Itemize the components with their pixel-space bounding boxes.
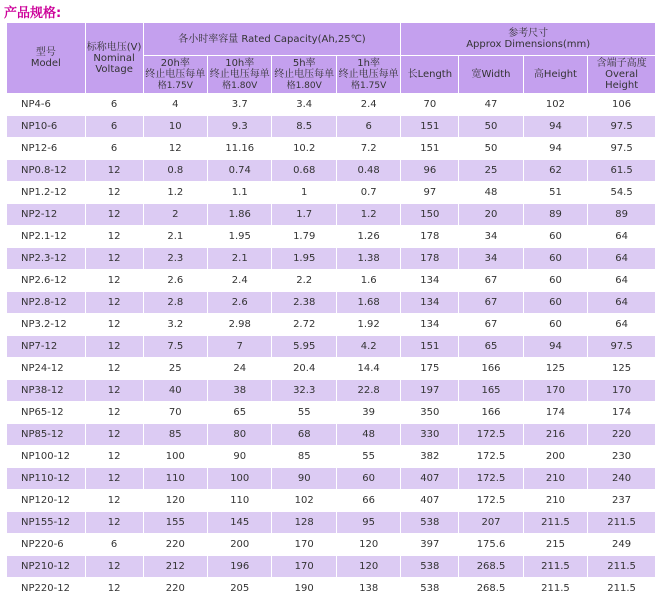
cell-cap-10h: 38 — [208, 380, 271, 401]
cell-width: 172.5 — [459, 446, 522, 467]
header-rate-1h: 1h率 终止电压每单 格1.75V — [337, 56, 400, 93]
cell-width: 65 — [459, 336, 522, 357]
cell-model: NP120-12 — [7, 490, 85, 511]
cell-model: NP4-6 — [7, 94, 85, 115]
cell-overall-height: 230 — [588, 446, 655, 467]
table-row — [7, 358, 655, 379]
cell-length: 97 — [401, 182, 458, 203]
cell-cap-1h: 1.92 — [337, 314, 400, 335]
cell-width: 166 — [459, 402, 522, 423]
cell-overall-height: 249 — [588, 534, 655, 555]
cell-width: 50 — [459, 138, 522, 159]
cell-model: NP100-12 — [7, 446, 85, 467]
cell-cap-10h: 205 — [208, 578, 271, 599]
cell-cap-1h: 39 — [337, 402, 400, 423]
cell-overall-height: 54.5 — [588, 182, 655, 203]
cell-overall-height: 106 — [588, 94, 655, 115]
cell-overall-height: 211.5 — [588, 578, 655, 599]
cell-model: NP2.6-12 — [7, 270, 85, 291]
table-row — [7, 226, 655, 247]
cell-model: NP1.2-12 — [7, 182, 85, 203]
cell-height: 125 — [524, 358, 587, 379]
cell-voltage: 6 — [86, 138, 143, 159]
cell-cap-10h: 110 — [208, 490, 271, 511]
table-row — [7, 248, 655, 269]
cell-length: 151 — [401, 336, 458, 357]
cell-height: 216 — [524, 424, 587, 445]
cell-length: 134 — [401, 314, 458, 335]
cell-height: 94 — [524, 138, 587, 159]
cell-length: 151 — [401, 138, 458, 159]
cell-overall-height: 64 — [588, 226, 655, 247]
cell-cap-20h: 2.6 — [144, 270, 207, 291]
cell-cap-5h: 85 — [272, 446, 335, 467]
cell-voltage: 12 — [86, 292, 143, 313]
table-row — [7, 534, 655, 555]
cell-cap-10h: 1.86 — [208, 204, 271, 225]
header-dimensions-group: 参考尺寸 Approx Dimensions(mm) — [401, 23, 655, 55]
cell-cap-1h: 1.2 — [337, 204, 400, 225]
cell-cap-1h: 66 — [337, 490, 400, 511]
cell-voltage: 12 — [86, 248, 143, 269]
cell-length: 197 — [401, 380, 458, 401]
header-capacity-group: 各小时率容量 Rated Capacity(Ah,25℃) — [144, 23, 401, 55]
table-row — [7, 336, 655, 357]
cell-voltage: 12 — [86, 226, 143, 247]
cell-cap-20h: 2.1 — [144, 226, 207, 247]
cell-voltage: 12 — [86, 578, 143, 599]
cell-voltage: 12 — [86, 424, 143, 445]
cell-width: 67 — [459, 314, 522, 335]
cell-cap-20h: 7.5 — [144, 336, 207, 357]
cell-width: 172.5 — [459, 490, 522, 511]
table-row — [7, 446, 655, 467]
cell-cap-1h: 120 — [337, 556, 400, 577]
cell-cap-10h: 3.7 — [208, 94, 271, 115]
cell-model: NP2.1-12 — [7, 226, 85, 247]
cell-height: 211.5 — [524, 512, 587, 533]
cell-width: 34 — [459, 226, 522, 247]
cell-cap-5h: 170 — [272, 556, 335, 577]
cell-voltage: 12 — [86, 336, 143, 357]
cell-overall-height: 61.5 — [588, 160, 655, 181]
cell-overall-height: 211.5 — [588, 556, 655, 577]
cell-cap-20h: 85 — [144, 424, 207, 445]
cell-voltage: 6 — [86, 94, 143, 115]
table-row — [7, 556, 655, 577]
cell-cap-5h: 3.4 — [272, 94, 335, 115]
cell-width: 268.5 — [459, 578, 522, 599]
cell-cap-5h: 2.72 — [272, 314, 335, 335]
cell-width: 175.6 — [459, 534, 522, 555]
cell-length: 397 — [401, 534, 458, 555]
cell-width: 172.5 — [459, 424, 522, 445]
cell-voltage: 6 — [86, 534, 143, 555]
cell-voltage: 12 — [86, 380, 143, 401]
table-row — [7, 468, 655, 489]
cell-overall-height: 97.5 — [588, 116, 655, 137]
cell-model: NP220-6 — [7, 534, 85, 555]
cell-overall-height: 64 — [588, 292, 655, 313]
cell-cap-1h: 55 — [337, 446, 400, 467]
cell-cap-5h: 2.2 — [272, 270, 335, 291]
cell-height: 215 — [524, 534, 587, 555]
cell-height: 211.5 — [524, 556, 587, 577]
table-row — [7, 512, 655, 533]
cell-cap-20h: 70 — [144, 402, 207, 423]
cell-voltage: 12 — [86, 314, 143, 335]
cell-cap-5h: 32.3 — [272, 380, 335, 401]
cell-cap-10h: 1.95 — [208, 226, 271, 247]
cell-height: 60 — [524, 248, 587, 269]
spec-table — [6, 22, 656, 600]
cell-cap-1h: 138 — [337, 578, 400, 599]
cell-model: NP0.8-12 — [7, 160, 85, 181]
cell-cap-5h: 90 — [272, 468, 335, 489]
cell-model: NP155-12 — [7, 512, 85, 533]
cell-model: NP2.8-12 — [7, 292, 85, 313]
cell-cap-20h: 212 — [144, 556, 207, 577]
cell-cap-10h: 196 — [208, 556, 271, 577]
cell-height: 51 — [524, 182, 587, 203]
cell-width: 166 — [459, 358, 522, 379]
cell-length: 178 — [401, 248, 458, 269]
cell-overall-height: 64 — [588, 314, 655, 335]
cell-voltage: 12 — [86, 512, 143, 533]
cell-cap-10h: 24 — [208, 358, 271, 379]
cell-cap-20h: 0.8 — [144, 160, 207, 181]
cell-model: NP38-12 — [7, 380, 85, 401]
cell-overall-height: 97.5 — [588, 336, 655, 357]
cell-cap-10h: 7 — [208, 336, 271, 357]
cell-height: 60 — [524, 226, 587, 247]
header-voltage: 标称电压(V) Nominal Voltage — [86, 23, 143, 93]
header-model: 型号 Model — [7, 23, 85, 93]
cell-cap-5h: 8.5 — [272, 116, 335, 137]
table-row — [7, 402, 655, 423]
cell-width: 48 — [459, 182, 522, 203]
cell-voltage: 12 — [86, 270, 143, 291]
cell-cap-5h: 0.68 — [272, 160, 335, 181]
cell-cap-5h: 170 — [272, 534, 335, 555]
table-row — [7, 138, 655, 159]
cell-cap-20h: 1.2 — [144, 182, 207, 203]
cell-model: NP10-6 — [7, 116, 85, 137]
cell-cap-10h: 80 — [208, 424, 271, 445]
cell-cap-20h: 25 — [144, 358, 207, 379]
header-rate-5h: 5h率 终止电压每单 格1.80V — [272, 56, 335, 93]
cell-width: 67 — [459, 270, 522, 291]
table-row — [7, 314, 655, 335]
cell-overall-height: 64 — [588, 248, 655, 269]
cell-height: 210 — [524, 490, 587, 511]
table-body — [7, 94, 655, 599]
cell-cap-1h: 0.48 — [337, 160, 400, 181]
cell-width: 268.5 — [459, 556, 522, 577]
cell-length: 407 — [401, 490, 458, 511]
cell-model: NP12-6 — [7, 138, 85, 159]
table-row — [7, 490, 655, 511]
cell-overall-height: 170 — [588, 380, 655, 401]
cell-length: 178 — [401, 226, 458, 247]
cell-cap-10h: 2.6 — [208, 292, 271, 313]
cell-height: 210 — [524, 468, 587, 489]
cell-width: 165 — [459, 380, 522, 401]
cell-length: 382 — [401, 446, 458, 467]
cell-overall-height: 125 — [588, 358, 655, 379]
header-length: 长Length — [401, 56, 458, 93]
cell-width: 172.5 — [459, 468, 522, 489]
cell-cap-10h: 100 — [208, 468, 271, 489]
cell-length: 134 — [401, 270, 458, 291]
cell-length: 150 — [401, 204, 458, 225]
cell-cap-1h: 0.7 — [337, 182, 400, 203]
cell-length: 538 — [401, 556, 458, 577]
cell-cap-1h: 4.2 — [337, 336, 400, 357]
cell-width: 34 — [459, 248, 522, 269]
cell-overall-height: 237 — [588, 490, 655, 511]
cell-model: NP65-12 — [7, 402, 85, 423]
cell-length: 134 — [401, 292, 458, 313]
cell-model: NP210-12 — [7, 556, 85, 577]
cell-cap-1h: 48 — [337, 424, 400, 445]
cell-height: 211.5 — [524, 578, 587, 599]
cell-cap-5h: 102 — [272, 490, 335, 511]
cell-cap-10h: 0.74 — [208, 160, 271, 181]
cell-model: NP3.2-12 — [7, 314, 85, 335]
cell-cap-5h: 5.95 — [272, 336, 335, 357]
cell-overall-height: 174 — [588, 402, 655, 423]
cell-cap-1h: 2.4 — [337, 94, 400, 115]
cell-length: 330 — [401, 424, 458, 445]
cell-length: 70 — [401, 94, 458, 115]
cell-height: 94 — [524, 336, 587, 357]
cell-cap-5h: 1.95 — [272, 248, 335, 269]
cell-cap-10h: 145 — [208, 512, 271, 533]
table-row — [7, 578, 655, 599]
cell-cap-20h: 220 — [144, 534, 207, 555]
cell-cap-5h: 128 — [272, 512, 335, 533]
cell-height: 62 — [524, 160, 587, 181]
cell-voltage: 12 — [86, 182, 143, 203]
cell-length: 538 — [401, 512, 458, 533]
cell-length: 96 — [401, 160, 458, 181]
cell-overall-height: 240 — [588, 468, 655, 489]
table-row — [7, 270, 655, 291]
cell-voltage: 6 — [86, 116, 143, 137]
cell-cap-20h: 110 — [144, 468, 207, 489]
cell-length: 151 — [401, 116, 458, 137]
cell-cap-5h: 10.2 — [272, 138, 335, 159]
cell-length: 175 — [401, 358, 458, 379]
section-title: 产品规格: — [4, 6, 62, 21]
cell-voltage: 12 — [86, 556, 143, 577]
cell-cap-10h: 2.1 — [208, 248, 271, 269]
cell-overall-height: 220 — [588, 424, 655, 445]
header-rate-20h: 20h率 终止电压每单 格1.75V — [144, 56, 207, 93]
cell-cap-10h: 2.98 — [208, 314, 271, 335]
table-row — [7, 94, 655, 115]
header-width: 宽Width — [459, 56, 522, 93]
cell-cap-10h: 65 — [208, 402, 271, 423]
cell-height: 94 — [524, 116, 587, 137]
cell-cap-20h: 3.2 — [144, 314, 207, 335]
cell-height: 102 — [524, 94, 587, 115]
cell-cap-1h: 1.68 — [337, 292, 400, 313]
cell-cap-1h: 120 — [337, 534, 400, 555]
cell-width: 20 — [459, 204, 522, 225]
cell-cap-5h: 2.38 — [272, 292, 335, 313]
cell-cap-5h: 55 — [272, 402, 335, 423]
cell-cap-20h: 100 — [144, 446, 207, 467]
cell-height: 60 — [524, 270, 587, 291]
cell-cap-1h: 95 — [337, 512, 400, 533]
table-row — [7, 380, 655, 401]
cell-model: NP110-12 — [7, 468, 85, 489]
cell-cap-1h: 14.4 — [337, 358, 400, 379]
cell-cap-5h: 1.79 — [272, 226, 335, 247]
cell-voltage: 12 — [86, 204, 143, 225]
cell-height: 170 — [524, 380, 587, 401]
cell-voltage: 12 — [86, 468, 143, 489]
cell-height: 200 — [524, 446, 587, 467]
cell-cap-10h: 9.3 — [208, 116, 271, 137]
cell-cap-1h: 1.6 — [337, 270, 400, 291]
cell-voltage: 12 — [86, 358, 143, 379]
cell-cap-20h: 12 — [144, 138, 207, 159]
cell-cap-1h: 60 — [337, 468, 400, 489]
cell-length: 407 — [401, 468, 458, 489]
cell-cap-10h: 1.1 — [208, 182, 271, 203]
cell-cap-20h: 10 — [144, 116, 207, 137]
table-row — [7, 182, 655, 203]
cell-overall-height: 97.5 — [588, 138, 655, 159]
cell-width: 25 — [459, 160, 522, 181]
cell-width: 47 — [459, 94, 522, 115]
header-height: 高Height — [524, 56, 587, 93]
table-row — [7, 424, 655, 445]
cell-height: 60 — [524, 292, 587, 313]
cell-cap-20h: 155 — [144, 512, 207, 533]
cell-voltage: 12 — [86, 490, 143, 511]
cell-cap-1h: 1.26 — [337, 226, 400, 247]
cell-overall-height: 64 — [588, 270, 655, 291]
cell-cap-20h: 2.3 — [144, 248, 207, 269]
cell-length: 350 — [401, 402, 458, 423]
cell-cap-20h: 2 — [144, 204, 207, 225]
cell-width: 207 — [459, 512, 522, 533]
cell-overall-height: 89 — [588, 204, 655, 225]
cell-width: 50 — [459, 116, 522, 137]
cell-cap-10h: 200 — [208, 534, 271, 555]
cell-height: 174 — [524, 402, 587, 423]
cell-voltage: 12 — [86, 160, 143, 181]
cell-cap-5h: 68 — [272, 424, 335, 445]
cell-overall-height: 211.5 — [588, 512, 655, 533]
cell-cap-20h: 2.8 — [144, 292, 207, 313]
cell-cap-20h: 4 — [144, 94, 207, 115]
cell-model: NP24-12 — [7, 358, 85, 379]
cell-cap-5h: 20.4 — [272, 358, 335, 379]
cell-cap-5h: 1.7 — [272, 204, 335, 225]
cell-cap-10h: 11.16 — [208, 138, 271, 159]
table-row — [7, 160, 655, 181]
cell-cap-5h: 190 — [272, 578, 335, 599]
cell-model: NP85-12 — [7, 424, 85, 445]
cell-cap-20h: 220 — [144, 578, 207, 599]
cell-voltage: 12 — [86, 446, 143, 467]
cell-cap-5h: 1 — [272, 182, 335, 203]
table-row — [7, 116, 655, 137]
cell-model: NP2-12 — [7, 204, 85, 225]
cell-model: NP2.3-12 — [7, 248, 85, 269]
table-header — [7, 23, 655, 93]
table-row — [7, 292, 655, 313]
cell-width: 67 — [459, 292, 522, 313]
cell-cap-10h: 90 — [208, 446, 271, 467]
cell-height: 60 — [524, 314, 587, 335]
cell-cap-1h: 7.2 — [337, 138, 400, 159]
cell-length: 538 — [401, 578, 458, 599]
table-row — [7, 204, 655, 225]
cell-height: 89 — [524, 204, 587, 225]
header-rate-10h: 10h率 终止电压每单 格1.80V — [208, 56, 271, 93]
cell-voltage: 12 — [86, 402, 143, 423]
cell-cap-1h: 1.38 — [337, 248, 400, 269]
cell-cap-10h: 2.4 — [208, 270, 271, 291]
header-overall-height: 含端子高度 Overal Height — [588, 56, 655, 93]
cell-cap-1h: 22.8 — [337, 380, 400, 401]
cell-cap-1h: 6 — [337, 116, 400, 137]
cell-model: NP7-12 — [7, 336, 85, 357]
cell-cap-20h: 120 — [144, 490, 207, 511]
cell-model: NP220-12 — [7, 578, 85, 599]
cell-cap-20h: 40 — [144, 380, 207, 401]
